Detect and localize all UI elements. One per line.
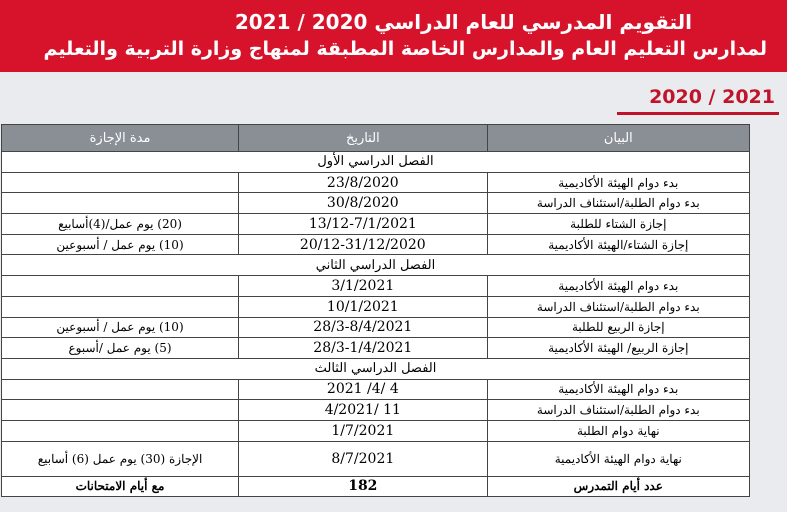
row-statement: بدء دوام الهيئة الأكاديمية (487, 379, 749, 400)
table-row (2, 234, 750, 255)
section-title-row (2, 152, 750, 173)
header-date: التاريخ (239, 125, 488, 152)
row-date: 10/1/2021 (239, 296, 488, 317)
row-statement: بدء دوام الهيئة الأكاديمية (487, 172, 749, 193)
table-row (2, 193, 750, 214)
row-duration: (20) يوم عمل/(4)أسابيع (2, 214, 239, 235)
header-statement: البيان (487, 125, 749, 152)
row-date: 3/1/2021 (239, 276, 488, 297)
row-date: 13/12-7/1/2021 (239, 214, 488, 235)
table-row (2, 441, 750, 476)
row-duration: (10) يوم عمل / أسبوعين (2, 234, 239, 255)
row-date: 1/7/2021 (239, 420, 488, 441)
section-title: الفصل الدراسي الثاني (2, 255, 750, 276)
row-statement: بدء دوام الطلبة/استئناف الدراسة (487, 400, 749, 421)
row-duration (2, 172, 239, 193)
page-title: التقويم المدرسي للعام الدراسي 2020 / 2021 (234, 10, 692, 34)
row-duration (2, 420, 239, 441)
table-row (2, 379, 750, 400)
row-duration (2, 400, 239, 421)
header-banner (0, 0, 787, 72)
row-statement: إجازة الشتاء للطلبة (487, 214, 749, 235)
row-duration: الإجازة (30) يوم عمل (6) أسابيع (2, 441, 239, 476)
row-duration (2, 296, 239, 317)
section-title: الفصل الدراسي الأول (2, 152, 750, 173)
row-statement: نهاية دوام الطلبة (487, 420, 749, 441)
row-statement: بدء دوام الطلبة/استئناف الدراسة (487, 193, 749, 214)
page-subtitle: لمدارس التعليم العام والمدارس الخاصة المطبقة لمنهاج وزارة التربية والتعليم (43, 38, 767, 60)
section-title-row (2, 255, 750, 276)
row-date: 23/8/2020 (239, 172, 488, 193)
row-duration (2, 379, 239, 400)
total-statement: عدد أيام التمدرس (487, 476, 749, 497)
table-row (2, 338, 750, 359)
table-row (2, 276, 750, 297)
table-row (2, 317, 750, 338)
table-header-row (2, 125, 750, 152)
row-date: 11 /4/2021 (239, 400, 488, 421)
row-statement: إجازة الشتاء/الهيئة الأكاديمية (487, 234, 749, 255)
row-duration (2, 193, 239, 214)
total-days: 182 (239, 476, 488, 497)
row-duration: (10) يوم عمل / أسبوعين (2, 317, 239, 338)
row-duration (2, 276, 239, 297)
calendar-table (1, 124, 750, 497)
table-row (2, 214, 750, 235)
row-duration: (5) يوم عمل /أسبوع (2, 338, 239, 359)
row-statement: بدء دوام الهيئة الأكاديمية (487, 276, 749, 297)
table-row (2, 172, 750, 193)
row-statement: نهاية دوام الهيئة الأكاديمية (487, 441, 749, 476)
table-row (2, 296, 750, 317)
row-date: 28/3-1/4/2021 (239, 338, 488, 359)
row-statement: إجازة الربيع للطلبة (487, 317, 749, 338)
section-title-row (2, 358, 750, 379)
section-title: الفصل الدراسي الثالث (2, 358, 750, 379)
row-date: 28/3-8/4/2021 (239, 317, 488, 338)
row-date: 20/12-31/12/2020 (239, 234, 488, 255)
header-duration: مدة الإجازة (2, 125, 239, 152)
table-row (2, 400, 750, 421)
total-note: مع أيام الامتحانات (2, 476, 239, 497)
year-underline (617, 112, 779, 115)
table-row (2, 420, 750, 441)
year-label: 2020 / 2021 (649, 86, 775, 108)
row-statement: إجازة الربيع/ الهيئة الأكاديمية (487, 338, 749, 359)
row-date: 4 /4/ 2021 (239, 379, 488, 400)
row-statement: بدء دوام الطلبة/استئناف الدراسة (487, 296, 749, 317)
row-date: 8/7/2021 (239, 441, 488, 476)
row-date: 30/8/2020 (239, 193, 488, 214)
total-row (2, 476, 750, 497)
